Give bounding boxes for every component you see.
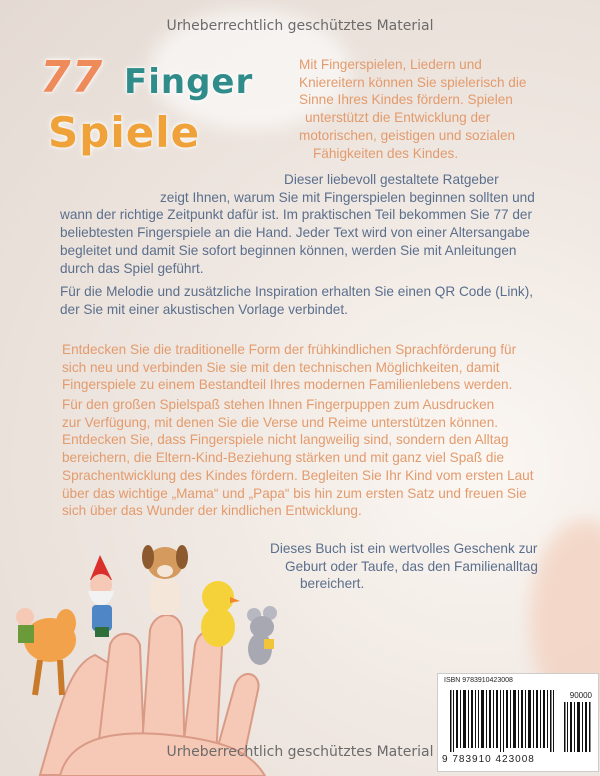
language-paragraph: Entdecken Sie die traditionelle Form der frühkindlichen Sprachförderung für sich neu und verbinden Sie sie mit den technischen Möglichkeiten, damit Fingerspiele zu einem Bestandteil Ihres modernen Familienlebens werden. — [62, 342, 517, 393]
qr-code-paragraph: Für die Melodie und zusätzliche Inspiration erhalten Sie einen QR Code (Link), der Sie mit einer akustischen Vorlage verbindet. — [60, 284, 534, 317]
book-logo — [40, 52, 290, 172]
watermark-top: Urheberrechtlich geschütztes Material — [166, 18, 434, 34]
mouse-puppet-icon — [247, 606, 277, 665]
guide-paragraph: Dieser liebevoll gestaltete Ratgeber zeigt Ihnen, warum Sie mit Fingerspielen beginnen sollten und wann der richtige Zeitpunkt dafür ist. Im praktischen Teil bekommen Sie 77 der beliebtesten Fingerspiele an die Hand. Jeder Text wird von einer Altersangabe begleitet und damit Sie sofort beginnen können, werden Sie mit Anleitungen durch das Spiel geführt. — [60, 172, 535, 276]
puppets-paragraph: Für den großen Spielspaß stehen Ihnen Fingerpuppen zum Ausdrucken zur Verfügung, mit denen Sie die Verse und Reime unterstützen können. Entdecken Sie, dass Fingerspiele nicht langweilig sind, sondern den Alltag bereichern, die Eltern-Kind-Beziehung stärken und mit ganz viel Spaß die Sprachentwicklung des Kindes fördern. Begleiten Sie Ihr Kind vom ersten Laut über das wichtige „Mama“ und „Papa“ bis hin zum ersten Satz und freuen Sie sich über das Wunder der kindlichen Entwicklung. — [62, 397, 534, 519]
logo-word-finger: Finger — [124, 62, 254, 102]
gnome-puppet-icon — [88, 555, 114, 637]
price-code: 90000 — [569, 691, 592, 700]
logo-word-spiele: Spiele — [48, 108, 201, 157]
intro-paragraph: Mit Fingerspielen, Liedern und Kniereitern können Sie spielerisch die Sinne Ihres Kindes fördern. Spielen unterstützt die Entwicklung der motorischen, geistigen und sozialen Fähigkeiten des Kindes. — [299, 57, 527, 161]
gift-paragraph: Dieses Buch ist ein wertvolles Geschenk zur Geburt oder Taufe, das den Familienalltag bereichert. — [270, 541, 538, 592]
watermark-bottom: Urheberrechtlich geschütztes Material — [166, 744, 434, 760]
chick-puppet-icon — [201, 581, 240, 647]
barcode-bars-icon — [450, 690, 554, 752]
logo-number: 77 — [40, 52, 104, 103]
hand-puppets-illustration — [0, 535, 440, 776]
horse-rider-puppet-icon — [16, 608, 76, 695]
isbn-label: ISBN 9783910423008 — [444, 677, 513, 684]
dog-puppet-icon — [142, 545, 188, 615]
isbn-digits: 9 783910 423008 — [442, 754, 535, 765]
